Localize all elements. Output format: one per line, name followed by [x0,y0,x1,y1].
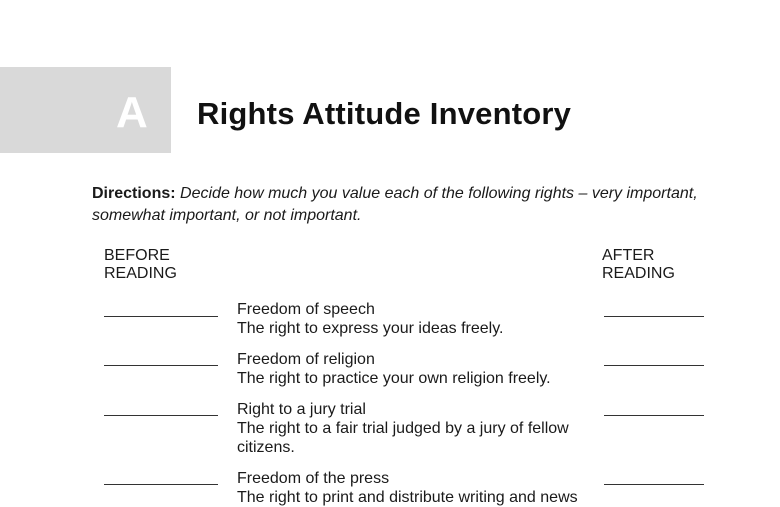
right-item [237,350,582,388]
after-answer-line[interactable] [604,415,704,416]
right-item [237,469,582,507]
right-title: Freedom of speech [237,301,375,318]
before-header-line-2: READING [104,265,177,282]
directions-text: Decide how much you value each of the following rights – very important, somewhat important, or not important. [92,185,698,224]
after-header-line-2: READING [602,265,675,282]
directions [92,183,732,227]
after-header-line-1: AFTER [602,247,655,264]
right-title: Freedom of religion [237,351,375,368]
before-answer-line[interactable] [104,484,218,485]
right-description: The right to practice your own religion freely. [237,370,551,387]
before-answer-line[interactable] [104,316,218,317]
right-description: The right to express your ideas freely. [237,320,504,337]
before-answer-line[interactable] [104,365,218,366]
section-letter: A [116,88,148,137]
directions-label: Directions: [92,185,176,202]
after-answer-line[interactable] [604,316,704,317]
before-header-line-1: BEFORE [104,247,170,264]
right-description: The right to print and distribute writing and news [237,489,578,506]
right-title: Freedom of the press [237,470,390,487]
after-answer-line[interactable] [604,484,704,485]
after-reading-header [602,247,675,283]
right-title: Right to a jury trial [237,401,366,418]
right-item [237,300,582,338]
after-answer-line[interactable] [604,365,704,366]
right-description: The right to a fair trial judged by a jury of fellow citizens. [237,420,569,456]
page-title: Rights Attitude Inventory [197,96,572,131]
before-answer-line[interactable] [104,415,218,416]
right-item [237,400,582,457]
before-reading-header [104,247,177,283]
